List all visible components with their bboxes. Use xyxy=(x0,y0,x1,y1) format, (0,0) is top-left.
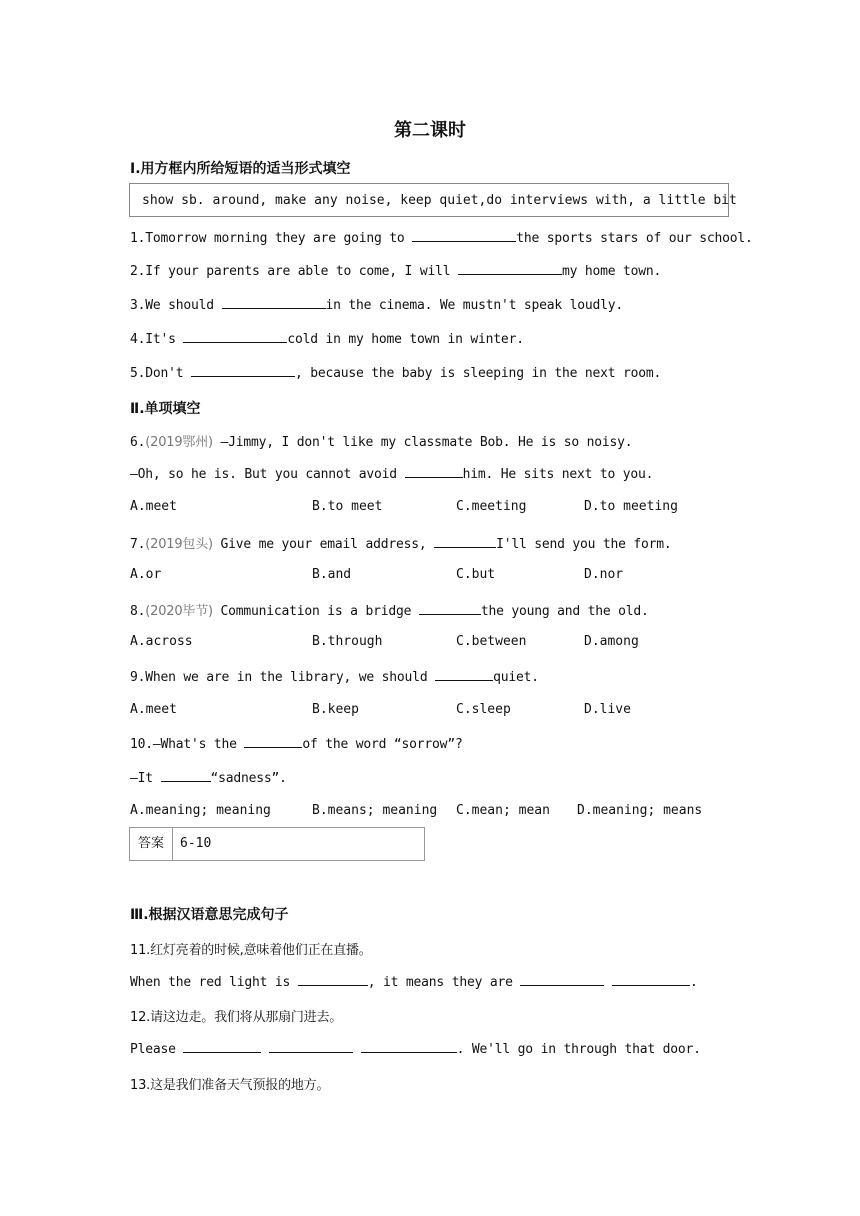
section3-heading: Ⅲ.根据汉语意思完成句子 xyxy=(130,907,289,923)
q3-text-pre: 3.We should xyxy=(130,298,222,313)
section2-heading: Ⅱ.单项填空 xyxy=(130,401,201,417)
question-10-line2 xyxy=(130,769,287,786)
question-6 xyxy=(130,431,632,450)
q6-option-c[interactable]: C.meeting xyxy=(456,499,527,514)
q10-line2-pre: —It xyxy=(130,771,161,786)
question-5 xyxy=(130,364,661,381)
q6-blank[interactable] xyxy=(405,465,463,478)
question-12-chinese: 12.请这边走。我们将从那扇门进去。 xyxy=(130,1010,343,1025)
q8-blank[interactable] xyxy=(419,602,481,615)
question-7 xyxy=(130,533,672,552)
q5-text-post: , because the baby is sleeping in the next room. xyxy=(295,366,662,381)
q6-option-d[interactable]: D.to meeting xyxy=(584,499,678,514)
q2-text-post: my home town. xyxy=(561,264,662,279)
q11-text-pre: When the red light is xyxy=(130,975,298,990)
q6-number: 6. xyxy=(130,435,146,450)
q10-option-a[interactable]: A.meaning; meaning xyxy=(130,803,271,818)
q6-source: (2019鄂州) xyxy=(145,435,213,450)
q11-text-end: . xyxy=(689,975,698,990)
q7-option-b[interactable]: B.and xyxy=(312,567,352,582)
question-4 xyxy=(130,330,524,347)
q10-option-b[interactable]: B.means; meaning xyxy=(312,803,438,818)
q5-blank[interactable] xyxy=(191,364,295,377)
question-8 xyxy=(130,600,649,619)
section1-heading: Ⅰ.用方框内所给短语的适当形式填空 xyxy=(130,161,351,177)
q10-blank-2[interactable] xyxy=(161,769,211,782)
question-3 xyxy=(130,296,623,313)
q8-text-pre: Communication is a bridge xyxy=(212,604,419,619)
q4-blank[interactable] xyxy=(183,330,287,343)
question-1 xyxy=(130,229,753,246)
question-2 xyxy=(130,262,661,279)
q12-text-pre: Please xyxy=(130,1042,184,1057)
q7-text-pre: Give me your email address, xyxy=(212,537,435,552)
q9-option-a[interactable]: A.meet xyxy=(130,702,177,717)
q8-option-d[interactable]: D.among xyxy=(584,634,639,649)
q6-line2-pre: —Oh, so he is. But you cannot avoid xyxy=(130,467,405,482)
q10-line1-post: of the word “sorrow”? xyxy=(302,737,463,752)
q11-blank-1[interactable] xyxy=(298,973,368,986)
question-11-chinese: 11.红灯亮着的时候,意味着他们正在直播。 xyxy=(130,943,372,958)
question-6-line2 xyxy=(130,465,653,482)
q3-text-post: in the cinema. We mustn't speak loudly. xyxy=(325,298,623,313)
q1-text-post: the sports stars of our school. xyxy=(516,231,753,246)
q8-text-post: the young and the old. xyxy=(480,604,649,619)
q7-option-d[interactable]: D.nor xyxy=(584,567,624,582)
answer-box xyxy=(129,827,425,861)
q10-blank-1[interactable] xyxy=(244,735,302,748)
q7-option-c[interactable]: C.but xyxy=(456,567,496,582)
q7-blank[interactable] xyxy=(434,535,496,548)
q9-text-post: quiet. xyxy=(493,670,539,685)
phrase-list: show sb. around, make any noise, keep quiet,do interviews with, a little bit xyxy=(142,193,737,208)
q7-option-a[interactable]: A.or xyxy=(130,567,162,582)
question-10 xyxy=(130,735,463,752)
q1-blank[interactable] xyxy=(412,229,516,242)
q6-option-a[interactable]: A.meet xyxy=(130,499,177,514)
q9-text-pre: 9.When we are in the library, we should xyxy=(130,670,436,685)
q6-option-b[interactable]: B.to meet xyxy=(312,499,383,514)
q10-option-c[interactable]: C.mean; mean xyxy=(456,803,550,818)
q4-text-post: cold in my home town in winter. xyxy=(287,332,524,347)
q5-text-pre: 5.Don't xyxy=(130,366,192,381)
q8-option-b[interactable]: B.through xyxy=(312,634,383,649)
q11-blank-2[interactable] xyxy=(520,973,604,986)
q11-text-mid: , it means they are xyxy=(367,975,521,990)
q9-option-c[interactable]: C.sleep xyxy=(456,702,511,717)
q7-text-post: I'll send you the form. xyxy=(496,537,672,552)
q10-line2-post: “sadness”. xyxy=(210,771,287,786)
q4-text-pre: 4.It's xyxy=(130,332,184,347)
question-13-chinese: 13.这是我们准备天气预报的地方。 xyxy=(130,1078,330,1093)
q6-line1: —Jimmy, I don't like my classmate Bob. He is so noisy. xyxy=(212,435,633,450)
q10-line1-pre: 10.—What's the xyxy=(130,737,245,752)
q6-line2-post: him. He sits next to you. xyxy=(462,467,654,482)
phrase-box xyxy=(129,183,737,217)
q2-text-pre: 2.If your parents are able to come, I will xyxy=(130,264,458,279)
q7-source: (2019包头) xyxy=(145,537,213,552)
q1-text-pre: 1.Tomorrow morning they are going to xyxy=(130,231,413,246)
q7-number: 7. xyxy=(130,537,146,552)
question-9 xyxy=(130,668,539,685)
q12-text-end: . We'll go in through that door. xyxy=(456,1042,701,1057)
q3-blank[interactable] xyxy=(222,296,326,309)
q12-blank-3[interactable] xyxy=(361,1040,457,1053)
question-11 xyxy=(130,973,698,990)
q9-option-d[interactable]: D.live xyxy=(584,702,631,717)
q10-option-d[interactable]: D.meaning; means xyxy=(577,803,703,818)
q9-blank[interactable] xyxy=(435,668,493,681)
q8-source: (2020毕节) xyxy=(145,604,213,619)
q9-option-b[interactable]: B.keep xyxy=(312,702,359,717)
question-12 xyxy=(130,1040,701,1057)
answer-label: 答案 xyxy=(130,828,173,860)
q12-blank-1[interactable] xyxy=(183,1040,261,1053)
q8-option-c[interactable]: C.between xyxy=(456,634,527,649)
q8-option-a[interactable]: A.across xyxy=(130,634,193,649)
q11-blank-3[interactable] xyxy=(612,973,690,986)
q8-number: 8. xyxy=(130,604,146,619)
answer-range[interactable]: 6-10 xyxy=(180,836,212,851)
page-title: 第二课时 xyxy=(394,120,466,141)
q2-blank[interactable] xyxy=(458,262,562,275)
q12-blank-2[interactable] xyxy=(269,1040,353,1053)
